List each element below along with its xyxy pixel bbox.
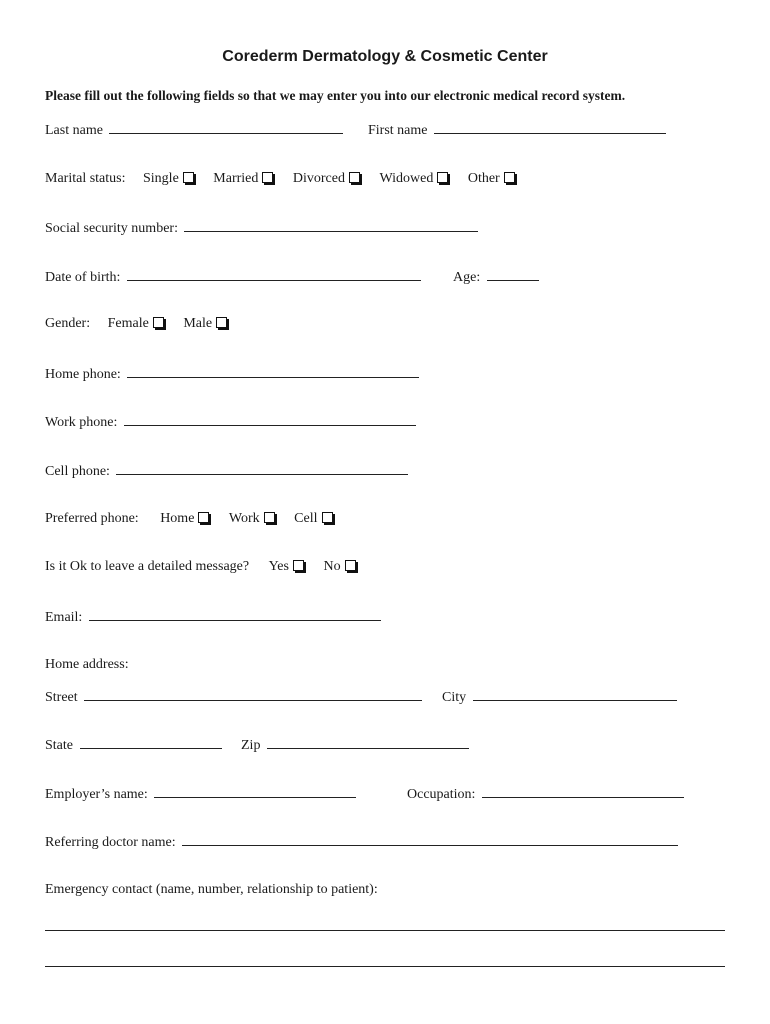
checkbox-icon[interactable] xyxy=(216,317,227,328)
occupation-row xyxy=(407,784,684,804)
ssn-field[interactable] xyxy=(184,218,478,232)
marital-divorced-option[interactable]: Divorced xyxy=(293,170,360,188)
message-yes-option[interactable]: Yes xyxy=(269,558,304,576)
marital-single-option[interactable]: Single xyxy=(143,170,194,188)
city-field[interactable] xyxy=(473,687,677,701)
last-name-row xyxy=(45,120,343,140)
email-row xyxy=(45,607,381,627)
message-no-option[interactable]: No xyxy=(323,558,355,576)
checkbox-icon[interactable] xyxy=(153,317,164,328)
marital-married-option[interactable]: Married xyxy=(213,170,273,188)
last-name-label: Last name xyxy=(45,123,103,138)
preferred-cell-option[interactable]: Cell xyxy=(294,510,332,528)
dob-field[interactable] xyxy=(127,267,421,281)
gender-label: Gender: xyxy=(45,316,91,331)
zip-row xyxy=(241,735,469,755)
work-phone-row xyxy=(45,412,416,432)
home-phone-row xyxy=(45,364,419,384)
ssn-row xyxy=(45,218,478,238)
preferred-home-option[interactable]: Home xyxy=(160,510,209,528)
first-name-row xyxy=(368,120,666,140)
work-phone-field[interactable] xyxy=(124,412,416,426)
street-field[interactable] xyxy=(84,687,422,701)
referring-doctor-row xyxy=(45,832,678,852)
work-phone-label: Work phone: xyxy=(45,415,118,430)
state-field[interactable] xyxy=(80,735,222,749)
detailed-message-label: Is it Ok to leave a detailed message? xyxy=(45,559,250,574)
referring-doctor-field[interactable] xyxy=(182,832,678,846)
marital-status-row xyxy=(45,170,515,188)
emergency-contact-line-2[interactable] xyxy=(45,966,725,967)
zip-field[interactable] xyxy=(267,735,469,749)
state-row xyxy=(45,735,222,755)
city-row xyxy=(442,687,677,707)
checkbox-icon[interactable] xyxy=(437,172,448,183)
last-name-field[interactable] xyxy=(109,120,343,134)
preferred-work-option[interactable]: Work xyxy=(229,510,275,528)
preferred-phone-row xyxy=(45,510,333,528)
checkbox-icon[interactable] xyxy=(345,560,356,571)
employer-row xyxy=(45,784,356,804)
emergency-contact-label: Emergency contact (name, number, relationship to patient): xyxy=(45,882,378,897)
dob-row xyxy=(45,267,421,287)
occupation-label: Occupation: xyxy=(407,787,476,802)
occupation-field[interactable] xyxy=(482,784,684,798)
state-label: State xyxy=(45,738,73,753)
zip-label: Zip xyxy=(241,738,261,753)
marital-other-option[interactable]: Other xyxy=(468,170,515,188)
checkbox-icon[interactable] xyxy=(264,512,275,523)
ssn-label: Social security number: xyxy=(45,221,178,236)
gender-row xyxy=(45,315,227,333)
checkbox-icon[interactable] xyxy=(322,512,333,523)
first-name-label: First name xyxy=(368,123,428,138)
cell-phone-row xyxy=(45,461,408,481)
cell-phone-field[interactable] xyxy=(116,461,408,475)
street-label: Street xyxy=(45,690,78,705)
email-label: Email: xyxy=(45,610,83,625)
checkbox-icon[interactable] xyxy=(504,172,515,183)
form-title: Corederm Dermatology & Cosmetic Center xyxy=(222,48,548,65)
checkbox-icon[interactable] xyxy=(198,512,209,523)
street-row xyxy=(45,687,422,707)
home-address-label: Home address: xyxy=(45,657,129,672)
age-row xyxy=(453,267,539,287)
home-phone-field[interactable] xyxy=(127,364,419,378)
checkbox-icon[interactable] xyxy=(262,172,273,183)
marital-widowed-option[interactable]: Widowed xyxy=(379,170,448,188)
checkbox-icon[interactable] xyxy=(349,172,360,183)
employer-label: Employer’s name: xyxy=(45,787,148,802)
city-label: City xyxy=(442,690,467,705)
gender-male-option[interactable]: Male xyxy=(183,315,227,333)
preferred-phone-label: Preferred phone: xyxy=(45,511,139,526)
checkbox-icon[interactable] xyxy=(293,560,304,571)
email-field[interactable] xyxy=(89,607,381,621)
checkbox-icon[interactable] xyxy=(183,172,194,183)
home-phone-label: Home phone: xyxy=(45,367,121,382)
employer-field[interactable] xyxy=(154,784,356,798)
age-field[interactable] xyxy=(487,267,539,281)
cell-phone-label: Cell phone: xyxy=(45,464,110,479)
dob-label: Date of birth: xyxy=(45,270,121,285)
marital-status-label: Marital status: xyxy=(45,171,126,186)
form-instructions: Please fill out the following fields so that we may enter you into our electronic medical record system. xyxy=(45,88,626,103)
age-label: Age: xyxy=(453,270,481,285)
detailed-message-row xyxy=(45,558,356,576)
emergency-contact-line-1[interactable] xyxy=(45,930,725,931)
gender-female-option[interactable]: Female xyxy=(108,315,164,333)
referring-doctor-label: Referring doctor name: xyxy=(45,835,176,850)
first-name-field[interactable] xyxy=(434,120,666,134)
